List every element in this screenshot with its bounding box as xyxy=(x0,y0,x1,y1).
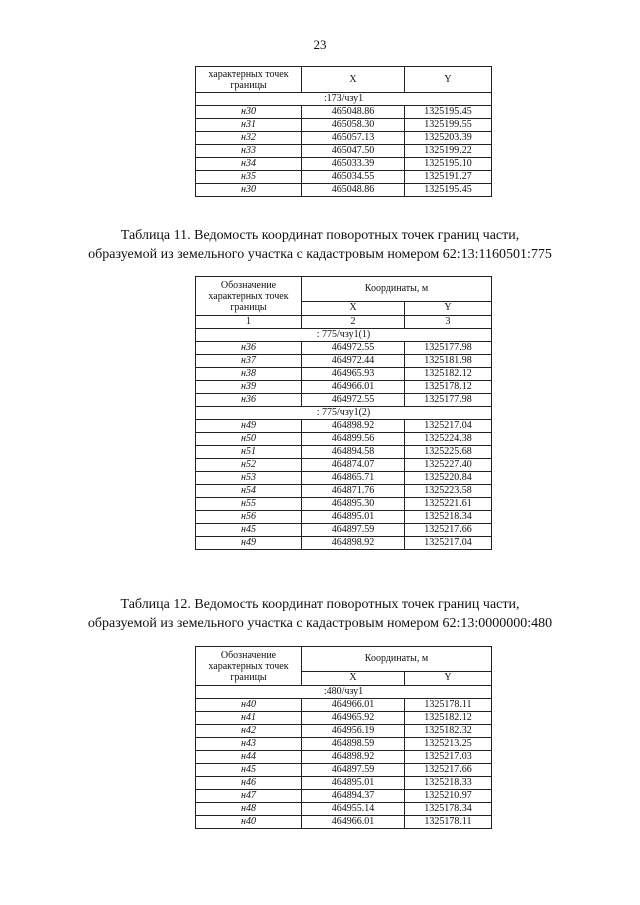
point-label-cell: н49 xyxy=(196,420,302,433)
table-body xyxy=(196,277,492,550)
point-label-cell: н35 xyxy=(196,171,302,184)
point-label-cell: н51 xyxy=(196,446,302,459)
x-coordinate-cell: 464972.55 xyxy=(302,342,405,355)
y-coordinate-cell: 1325227.40 xyxy=(405,459,492,472)
table-12-caption xyxy=(0,595,640,633)
x-coordinate-cell: 464972.44 xyxy=(302,355,405,368)
y-column-header: Y xyxy=(405,67,492,93)
table-row xyxy=(196,712,492,725)
point-label-cell: н42 xyxy=(196,725,302,738)
point-label-cell: н49 xyxy=(196,537,302,550)
point-label-cell: н54 xyxy=(196,485,302,498)
y-coordinate-cell: 1325218.33 xyxy=(405,777,492,790)
column-number-row xyxy=(196,316,492,329)
y-coordinate-cell: 1325223.58 xyxy=(405,485,492,498)
table-11-caption xyxy=(0,226,640,264)
point-label-cell: н36 xyxy=(196,394,302,407)
caption-line: Таблица 12. Ведомость координат поворотных точек границ части, xyxy=(120,597,520,612)
column-number: 3 xyxy=(405,316,492,329)
y-coordinate-cell: 1325225.68 xyxy=(405,446,492,459)
x-coordinate-cell: 464965.93 xyxy=(302,368,405,381)
y-coordinate-cell: 1325182.12 xyxy=(405,368,492,381)
points-column-header: Обозначение характерных точек границы xyxy=(196,277,302,316)
table-row xyxy=(196,342,492,355)
section-row xyxy=(196,686,492,699)
table-row xyxy=(196,433,492,446)
y-coordinate-cell: 1325195.10 xyxy=(405,158,492,171)
point-label-cell: н52 xyxy=(196,459,302,472)
point-label-cell: н40 xyxy=(196,699,302,712)
table-row xyxy=(196,751,492,764)
x-coordinate-cell: 464894.37 xyxy=(302,790,405,803)
point-label-cell: н44 xyxy=(196,751,302,764)
x-coordinate-cell: 465048.86 xyxy=(302,106,405,119)
x-coordinate-cell: 464956.19 xyxy=(302,725,405,738)
x-coordinate-cell: 464865.71 xyxy=(302,472,405,485)
table-row xyxy=(196,368,492,381)
y-coordinate-cell: 1325195.45 xyxy=(405,184,492,197)
points-column-header: Обозначение характерных точек границы xyxy=(196,647,302,686)
y-column-header: Y xyxy=(405,301,492,315)
y-coordinate-cell: 1325217.04 xyxy=(405,420,492,433)
section-title: : 775/чзу1(2) xyxy=(196,407,492,420)
table-row xyxy=(196,459,492,472)
point-label-cell: н47 xyxy=(196,790,302,803)
x-coordinate-cell: 464898.59 xyxy=(302,738,405,751)
y-coordinate-cell: 1325199.55 xyxy=(405,119,492,132)
table-row xyxy=(196,764,492,777)
y-coordinate-cell: 1325177.98 xyxy=(405,394,492,407)
point-label-cell: н36 xyxy=(196,342,302,355)
y-coordinate-cell: 1325178.11 xyxy=(405,816,492,829)
x-column-header: X xyxy=(302,67,405,93)
table-11 xyxy=(195,276,492,550)
point-label-cell: н45 xyxy=(196,524,302,537)
point-label-cell: н48 xyxy=(196,803,302,816)
y-coordinate-cell: 1325182.12 xyxy=(405,712,492,725)
table-header-row xyxy=(196,647,492,672)
y-coordinate-cell: 1325213.25 xyxy=(405,738,492,751)
section-title: : 775/чзу1(1) xyxy=(196,329,492,342)
x-coordinate-cell: 465033.39 xyxy=(302,158,405,171)
y-coordinate-cell: 1325217.03 xyxy=(405,751,492,764)
y-coordinate-cell: 1325221.61 xyxy=(405,498,492,511)
x-column-header: X xyxy=(302,301,405,315)
point-label-cell: н31 xyxy=(196,119,302,132)
point-label-cell: н33 xyxy=(196,145,302,158)
y-coordinate-cell: 1325191.27 xyxy=(405,171,492,184)
point-label-cell: н40 xyxy=(196,816,302,829)
x-coordinate-cell: 464966.01 xyxy=(302,816,405,829)
y-coordinate-cell: 1325217.04 xyxy=(405,537,492,550)
y-coordinate-cell: 1325182.32 xyxy=(405,725,492,738)
table-row xyxy=(196,171,492,184)
x-coordinate-cell: 465057.13 xyxy=(302,132,405,145)
x-coordinate-cell: 465047.50 xyxy=(302,145,405,158)
table-row xyxy=(196,145,492,158)
x-coordinate-cell: 464898.92 xyxy=(302,537,405,550)
point-label-cell: н45 xyxy=(196,764,302,777)
x-coordinate-cell: 464899.56 xyxy=(302,433,405,446)
table-12 xyxy=(195,646,492,829)
point-label-cell: н37 xyxy=(196,355,302,368)
x-coordinate-cell: 464966.01 xyxy=(302,699,405,712)
y-coordinate-cell: 1325203.39 xyxy=(405,132,492,145)
table-row xyxy=(196,511,492,524)
table-row xyxy=(196,524,492,537)
table-row xyxy=(196,816,492,829)
table-row xyxy=(196,777,492,790)
table-row xyxy=(196,119,492,132)
caption-line: Таблица 11. Ведомость координат поворотных точек границ части, xyxy=(120,228,520,243)
point-label-cell: н55 xyxy=(196,498,302,511)
point-label-cell: н53 xyxy=(196,472,302,485)
y-coordinate-cell: 1325178.12 xyxy=(405,381,492,394)
x-coordinate-cell: 464871.76 xyxy=(302,485,405,498)
x-coordinate-cell: 465034.55 xyxy=(302,171,405,184)
table-header-row xyxy=(196,67,492,93)
x-coordinate-cell: 464898.92 xyxy=(302,420,405,433)
column-number: 2 xyxy=(302,316,405,329)
table-row xyxy=(196,738,492,751)
point-label-cell: н50 xyxy=(196,433,302,446)
table-row xyxy=(196,132,492,145)
point-label-cell: н46 xyxy=(196,777,302,790)
y-coordinate-cell: 1325217.66 xyxy=(405,524,492,537)
table-row xyxy=(196,184,492,197)
y-coordinate-cell: 1325178.34 xyxy=(405,803,492,816)
point-label-cell: н38 xyxy=(196,368,302,381)
x-coordinate-cell: 464965.92 xyxy=(302,712,405,725)
y-coordinate-cell: 1325195.45 xyxy=(405,106,492,119)
x-coordinate-cell: 464895.01 xyxy=(302,511,405,524)
y-column-header: Y xyxy=(405,671,492,685)
points-column-header: характерных точек границы xyxy=(196,67,302,93)
y-coordinate-cell: 1325210.97 xyxy=(405,790,492,803)
y-coordinate-cell: 1325220.84 xyxy=(405,472,492,485)
x-coordinate-cell: 464955.14 xyxy=(302,803,405,816)
point-label-cell: н30 xyxy=(196,106,302,119)
table-row xyxy=(196,699,492,712)
table-row xyxy=(196,485,492,498)
coordinates-table-continued xyxy=(195,66,492,197)
x-coordinate-cell: 464898.92 xyxy=(302,751,405,764)
table-row xyxy=(196,537,492,550)
x-coordinate-cell: 464966.01 xyxy=(302,381,405,394)
x-coordinate-cell: 465048.86 xyxy=(302,184,405,197)
y-coordinate-cell: 1325181.98 xyxy=(405,355,492,368)
x-coordinate-cell: 464897.59 xyxy=(302,524,405,537)
coords-column-header: Координаты, м xyxy=(302,277,492,302)
column-number: 1 xyxy=(196,316,302,329)
point-label-cell: н43 xyxy=(196,738,302,751)
table-row xyxy=(196,803,492,816)
table-row xyxy=(196,381,492,394)
point-label-cell: н41 xyxy=(196,712,302,725)
page-number: 23 xyxy=(313,37,327,52)
table-row xyxy=(196,472,492,485)
point-label-cell: н32 xyxy=(196,132,302,145)
section-row xyxy=(196,93,492,106)
point-label-cell: н56 xyxy=(196,511,302,524)
table-row xyxy=(196,790,492,803)
section-title: :480/чзу1 xyxy=(196,686,492,699)
table-row xyxy=(196,394,492,407)
y-coordinate-cell: 1325218.34 xyxy=(405,511,492,524)
section-row xyxy=(196,329,492,342)
table-row xyxy=(196,498,492,511)
x-coordinate-cell: 464894.58 xyxy=(302,446,405,459)
y-coordinate-cell: 1325199.22 xyxy=(405,145,492,158)
y-coordinate-cell: 1325224.38 xyxy=(405,433,492,446)
table-row xyxy=(196,355,492,368)
point-label-cell: н30 xyxy=(196,184,302,197)
table-body xyxy=(196,647,492,829)
section-title: :173/чзу1 xyxy=(196,93,492,106)
x-coordinate-cell: 464874.07 xyxy=(302,459,405,472)
caption-line: образуемой из земельного участка с кадастровым номером 62:13:1160501:775 xyxy=(88,247,552,262)
table-body xyxy=(196,67,492,197)
section-row xyxy=(196,407,492,420)
table-row xyxy=(196,446,492,459)
table-row xyxy=(196,725,492,738)
caption-line: образуемой из земельного участка с кадастровым номером 62:13:0000000:480 xyxy=(87,616,553,631)
y-coordinate-cell: 1325178.11 xyxy=(405,699,492,712)
coords-column-header: Координаты, м xyxy=(302,647,492,672)
table-row xyxy=(196,158,492,171)
point-label-cell: н34 xyxy=(196,158,302,171)
x-coordinate-cell: 465058.30 xyxy=(302,119,405,132)
table-header-row xyxy=(196,277,492,302)
y-coordinate-cell: 1325177.98 xyxy=(405,342,492,355)
table-row xyxy=(196,106,492,119)
x-coordinate-cell: 464972.55 xyxy=(302,394,405,407)
table-row xyxy=(196,420,492,433)
x-coordinate-cell: 464895.01 xyxy=(302,777,405,790)
x-coordinate-cell: 464897.59 xyxy=(302,764,405,777)
x-coordinate-cell: 464895.30 xyxy=(302,498,405,511)
point-label-cell: н39 xyxy=(196,381,302,394)
y-coordinate-cell: 1325217.66 xyxy=(405,764,492,777)
x-column-header: X xyxy=(302,671,405,685)
